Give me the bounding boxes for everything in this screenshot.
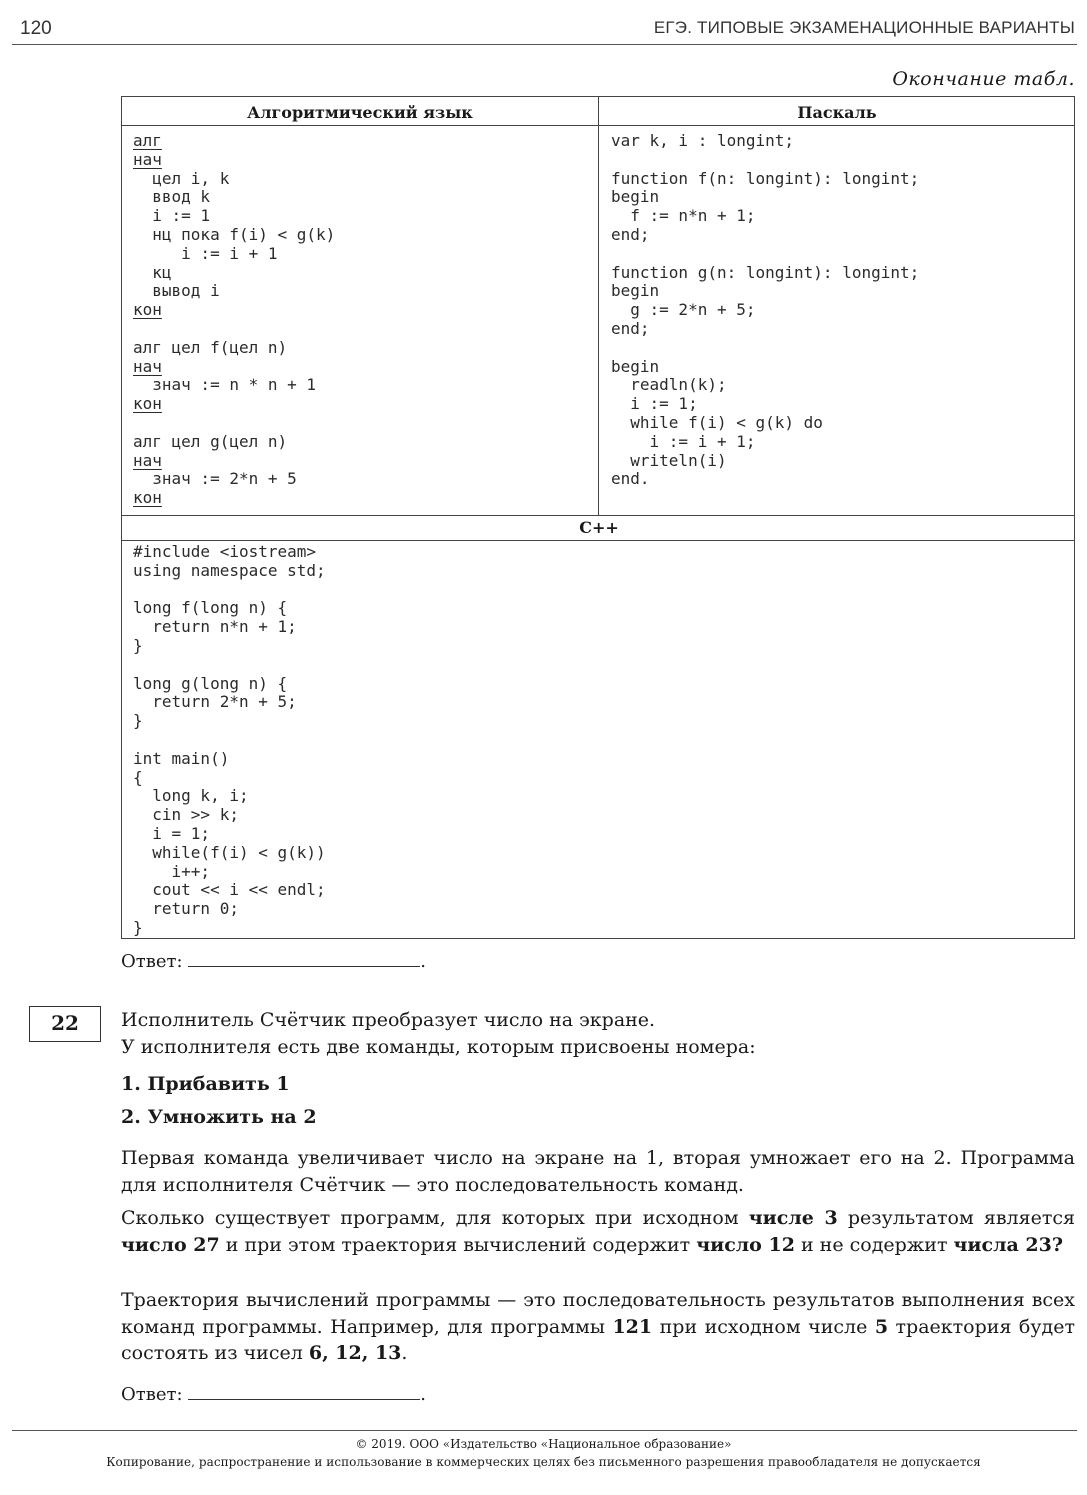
code-line: g := 2*n + 5; (611, 300, 756, 320)
header-pascal: Паскаль (797, 103, 877, 122)
answer-line-22 (121, 1384, 426, 1405)
code-line: алг цел f(цел n) (133, 337, 288, 357)
section-divider (122, 515, 1074, 516)
code-line: кон (133, 394, 162, 414)
task-paragraph-2: Сколько существует программ, для которых при исходном числе 3 результатом является число 27 и при этом траектория вычислений содержит число 12 и не содержит числа 23? (121, 1207, 1075, 1256)
copyright-line: © 2019. ООО «Издательство «Национальное образование» (355, 1437, 732, 1451)
code-line: нач (133, 450, 162, 470)
code-line: cin >> k; (133, 805, 239, 825)
code-line: i := 1; (611, 394, 698, 414)
code-line: i = 1; (133, 823, 211, 843)
code-line: i := 1 (133, 206, 211, 226)
code-line (133, 656, 326, 675)
answer-period: . (420, 1384, 426, 1405)
code-line: long g(long n) { (133, 673, 288, 693)
code-line (133, 581, 326, 600)
code-line: readln(k); (611, 375, 727, 395)
code-line: #include <iostream> (133, 542, 317, 561)
pascal-code-block (611, 132, 919, 489)
code-line: int main() (133, 748, 230, 768)
code-line (611, 245, 919, 264)
task-number-box: 22 (29, 1006, 101, 1042)
answer-line-21 (121, 951, 426, 972)
command-2: 2. Умножить на 2 (121, 1106, 317, 1128)
code-line: writeln(i) (611, 450, 727, 470)
task-intro-line-1: Исполнитель Счётчик преобразует число на экране. (121, 1009, 656, 1031)
code-line: end; (611, 318, 650, 338)
code-line: f := n*n + 1; (611, 206, 756, 226)
column-divider (598, 97, 599, 515)
code-line: return 0; (133, 899, 239, 919)
header-cpp: C++ (579, 518, 619, 537)
answer-label: Ответ: (121, 951, 183, 972)
code-line: i := i + 1 (133, 243, 278, 263)
code-line: return n*n + 1; (133, 617, 297, 637)
code-line: end. (611, 469, 650, 489)
code-line (133, 731, 326, 750)
code-line: cout << i << endl; (133, 880, 326, 900)
answer-period: . (420, 951, 426, 972)
task-paragraph-3: Траектория вычислений программы — это последовательность результатов выполнения всех команд программы. Например, для программы 121 при исходном числе 5 траектория будет состоять из чисел 6, 12, 13. (121, 1289, 1075, 1364)
code-line: алг (133, 131, 162, 150)
code-line: long f(long n) { (133, 598, 288, 618)
code-line: while f(i) < g(k) do (611, 412, 823, 432)
code-line: var k, i : longint; (611, 131, 795, 150)
code-line: нач (133, 356, 162, 376)
code-line: i := i + 1; (611, 431, 756, 451)
code-line: алг цел g(цел n) (133, 431, 288, 451)
code-line (611, 339, 919, 358)
code-table (121, 96, 1075, 939)
code-line: begin (611, 187, 660, 207)
code-line: end; (611, 224, 650, 244)
code-line (611, 151, 919, 170)
code-line: function g(n: longint): longint; (611, 262, 920, 282)
copyright-notice: Копирование, распространение и использование в коммерческих целях без письменного разрешения правообладателя не допускается (106, 1455, 981, 1469)
header-row-divider (122, 125, 1074, 126)
header-algo-language: Алгоритмический язык (247, 103, 473, 122)
answer-blank[interactable] (188, 1385, 420, 1400)
code-line: using namespace std; (133, 560, 326, 580)
code-line: { (133, 767, 143, 787)
code-line: } (133, 711, 143, 731)
code-line: знач := 2*n + 5 (133, 469, 297, 489)
code-line (133, 320, 335, 339)
answer-blank[interactable] (188, 952, 420, 967)
code-line: begin (611, 356, 660, 376)
code-line: } (133, 917, 143, 937)
code-line: нц пока f(i) < g(k) (133, 224, 336, 244)
code-line: нач (133, 149, 162, 169)
code-line: function f(n: longint): longint; (611, 168, 920, 188)
code-line: кц (133, 262, 172, 282)
code-line: } (133, 635, 143, 655)
running-title: ЕГЭ. ТИПОВЫЕ ЭКЗАМЕНАЦИОННЫЕ ВАРИАНТЫ (653, 18, 1075, 37)
task-intro-line-2: У исполнителя есть две команды, которым присвоены номера: (121, 1036, 756, 1058)
table-continuation-label: Окончание табл. (892, 68, 1075, 90)
header-rule (12, 44, 1077, 45)
command-1: 1. Прибавить 1 (121, 1073, 290, 1095)
code-line: цел i, k (133, 168, 230, 188)
code-line: кон (133, 300, 162, 320)
code-line: return 2*n + 5; (133, 692, 297, 712)
code-line: while(f(i) < g(k)) (133, 842, 326, 862)
answer-label: Ответ: (121, 1384, 183, 1405)
code-line: begin (611, 281, 660, 301)
cpp-header-divider (122, 540, 1074, 541)
code-line: знач := n * n + 1 (133, 375, 317, 395)
cpp-code-block (133, 543, 326, 938)
code-line: long k, i; (133, 786, 249, 806)
algo-code-block (133, 132, 335, 508)
code-line: вывод i (133, 281, 220, 301)
task-paragraph-1: Первая команда увеличивает число на экране на 1, вторая умножает его на 2. Программа для исполнителя Счётчик — это последовательность команд. (121, 1147, 1075, 1196)
page-number: 120 (20, 18, 52, 39)
code-line: кон (133, 488, 162, 508)
code-line: i++; (133, 861, 211, 881)
code-line (133, 414, 335, 433)
code-line: ввод k (133, 187, 211, 207)
footer-rule (12, 1430, 1077, 1431)
